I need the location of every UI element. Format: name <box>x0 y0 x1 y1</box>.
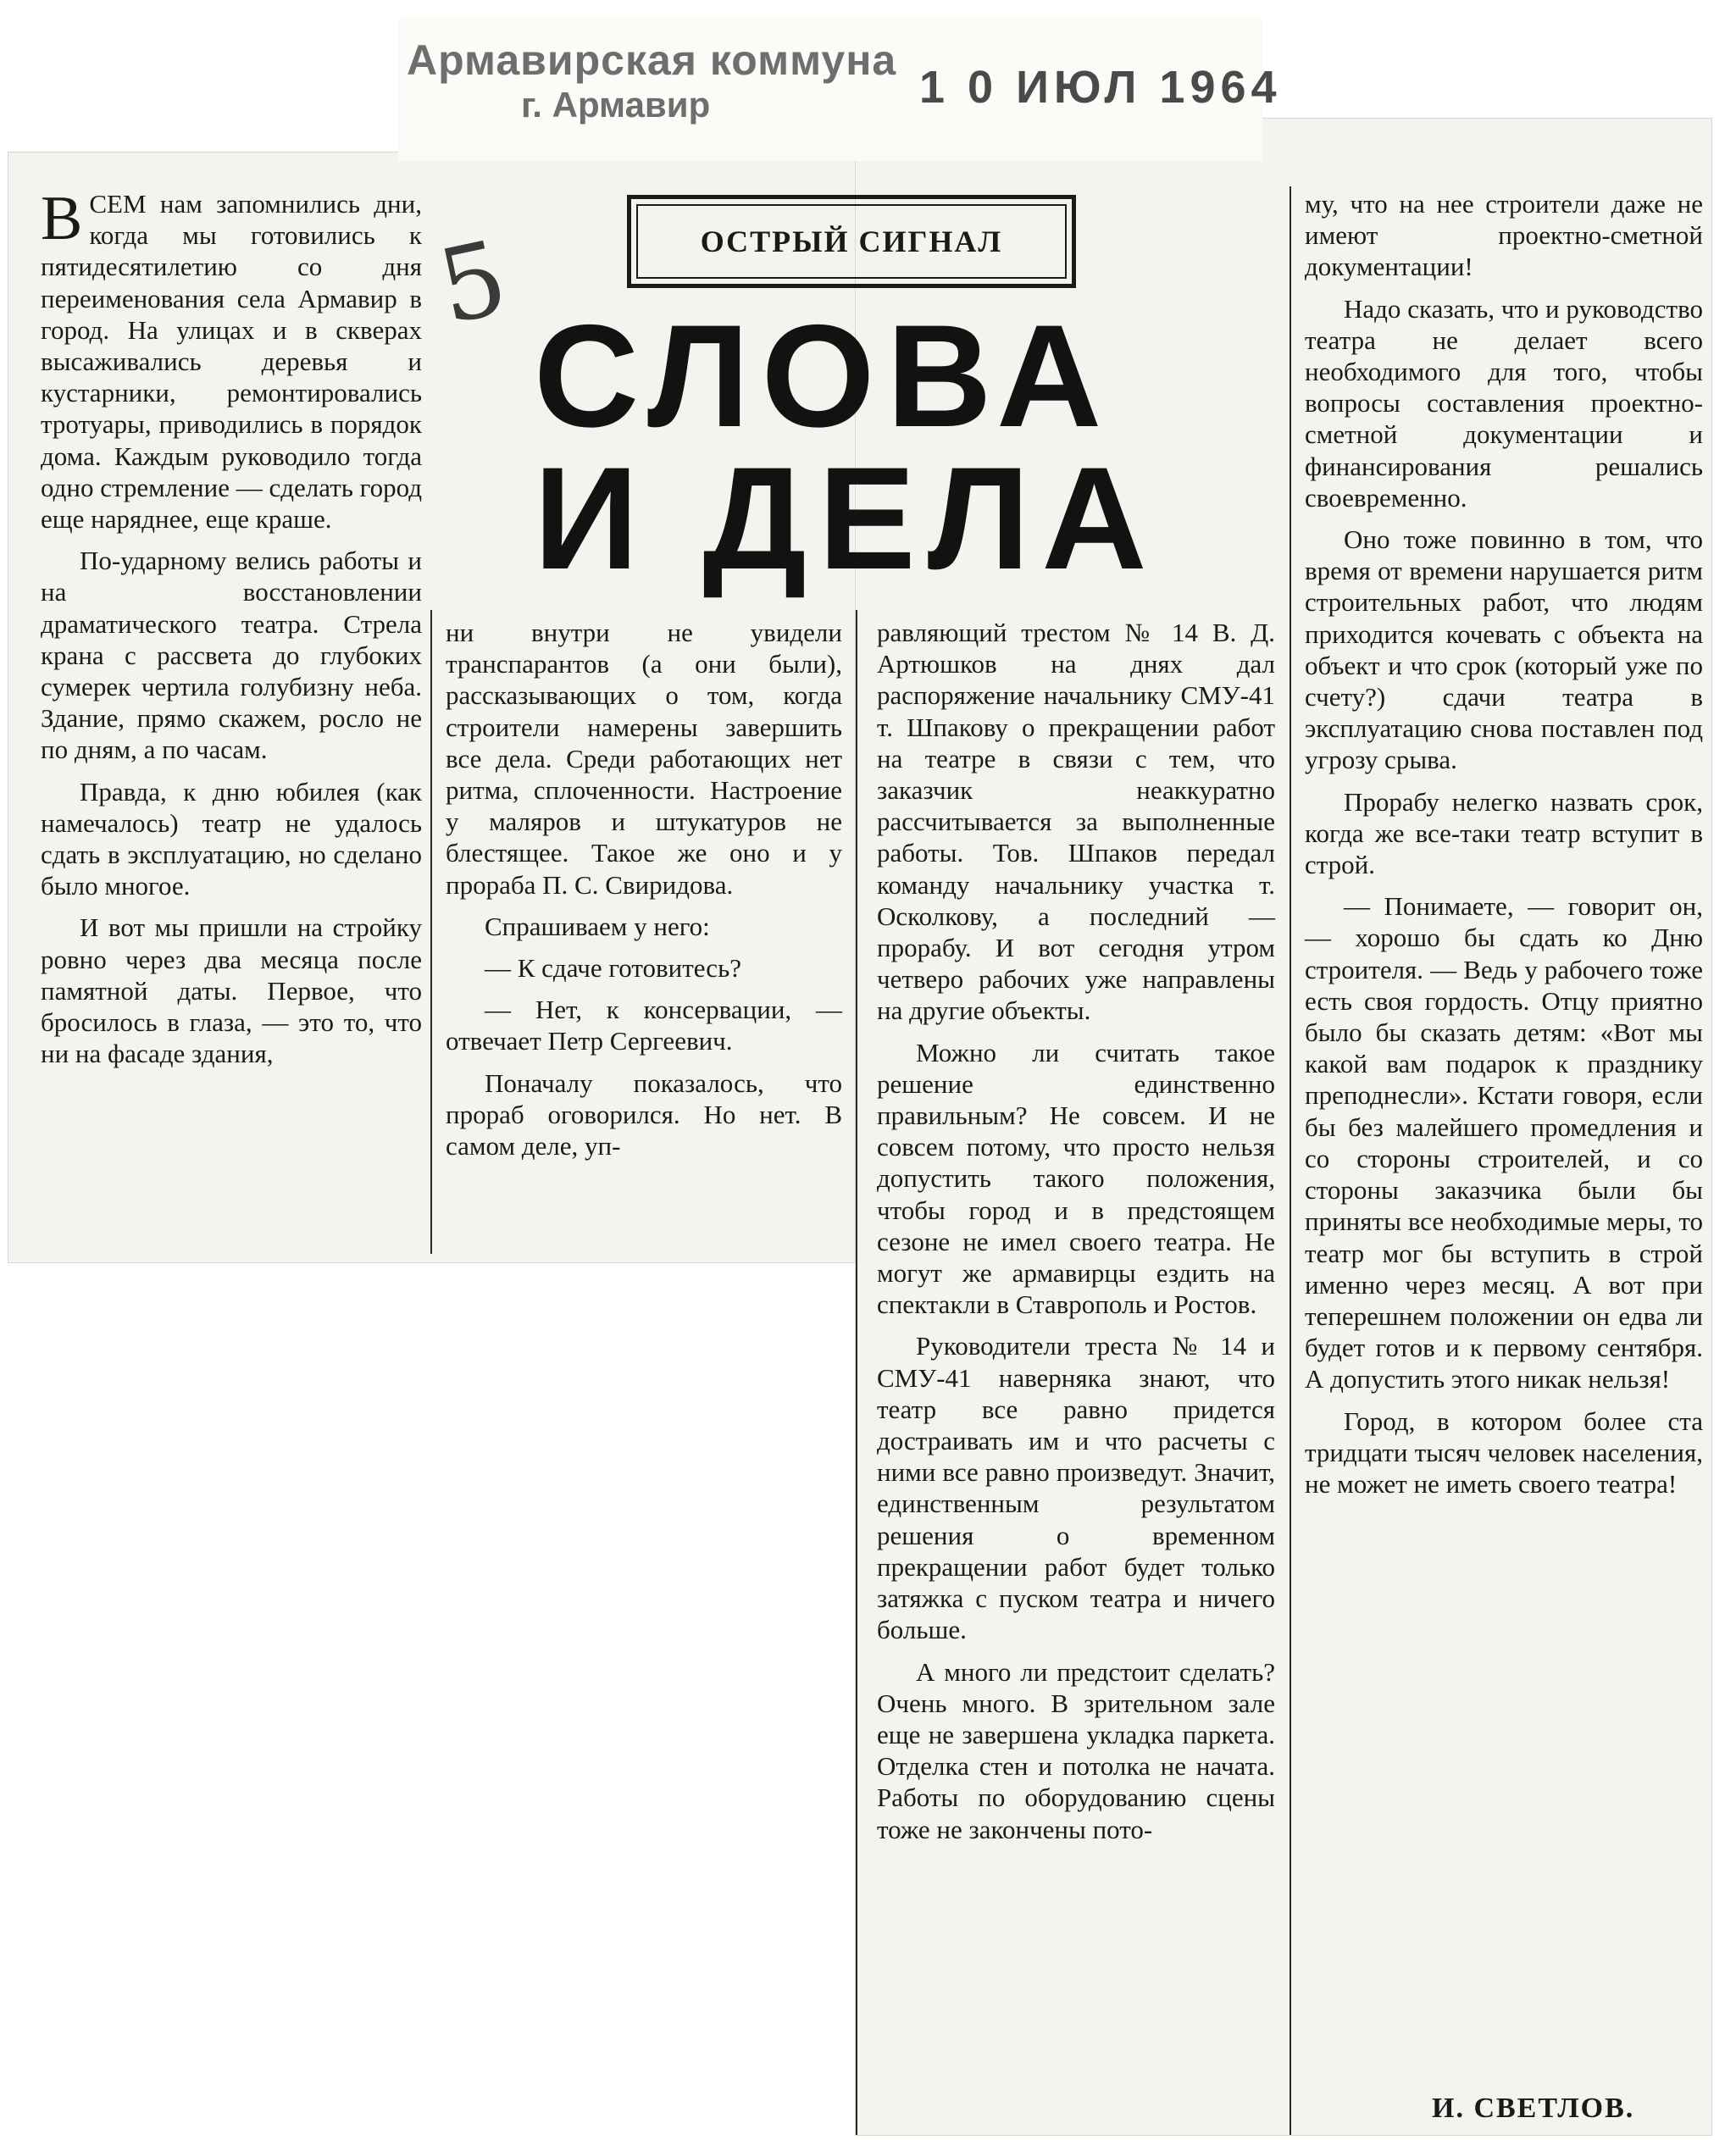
paragraph: му, что на нее строители даже не имеют проектно-сметной документации! <box>1305 189 1703 282</box>
headline <box>534 295 1195 600</box>
headline-line-1: СЛОВА <box>534 295 1114 457</box>
paragraph: Город, в котором более ста тридцати тысяч человек населения, не может не иметь своего театра! <box>1305 1405 1703 1499</box>
paragraph: По-ударному велись работы и на восстановлении драматического театра. Стрела крана с рассвета до глубоких сумерек чертила голубизну неба. Здание, прямо скажем, росло не по дням, а по часам. <box>41 546 422 765</box>
column-rule <box>1290 186 1291 2135</box>
rubric-label: ОСТРЫЙ СИГНАЛ <box>700 225 1003 258</box>
paragraph: — К сдаче готовитесь? <box>485 953 741 984</box>
paragraph: И вот мы пришли на стройку ровно через два месяца после памятной даты. Первое, что бросилось в глаза, — это то, что ни на фасаде здания, <box>41 912 422 1069</box>
paragraph: — Нет, к консервации, — отвечает Петр Сергеевич. <box>446 995 842 1056</box>
city-stamp: г. Армавир <box>521 85 711 125</box>
paragraph: — Понимаете, — говорит он, — хорошо бы сдать ко Дню строителя. — Ведь у рабочего тоже есть своя гордость. Отцу приятно было бы сказать детям: «Вот мы какой вам подарок к празднику преподнесли». Кстати говоря, если бы без малейшего промедления и со стороны строителей, и со стороны заказчика были бы приняты все необходимые меры, то театр мог бы вступить в строй именно через месяц. А вот при теперешнем положении он едва ли будет готов и к первому сентября. А допустить этого никак нельзя! <box>1305 891 1703 1394</box>
paragraph: Правда, к дню юбилея (как намечалось) театр не удалось сдать в эксплуатацию, но сделано было многое. <box>41 776 422 901</box>
paragraph: ВСЕМ нам запомнились дни, когда мы готовились к пятидесятилетию со дня переименования села Армавир в город. На улицах и в скверах высаживались деревья и кустарники, ремонтировались тротуары, приводились в порядок дома. Каждым руководило тогда одно стремление — сделать город еще наряднее, еще краше. <box>41 184 422 535</box>
date-stamp: 1 0 ИЮЛ 1964 <box>919 62 1282 113</box>
paragraph: Можно ли считать такое решение единственно правильным? Не совсем. И не совсем потому, что просто нельзя допустить такого положения, чтобы город и в предстоящем сезоне не имел своего театра. Не могут же армавирцы ездить на спектакли в Ставрополь и Ростов. <box>877 1037 1275 1320</box>
article-column-4 <box>1305 188 1703 1510</box>
paragraph: Оно тоже повинно в том, что время от времени нарушается ритм строительных работ, что людям приходится кочевать с объекта на объект и что срок (который уже по счету?) сдачи театра в эксплуатацию снова поставлен под угрозу срыва. <box>1305 524 1703 775</box>
paragraph: ни внутри не увидели транспарантов (а они были), рассказывающих о том, когда строители намерены завершить все дела. Среди работающих нет ритма, сплоченности. Настроение у маляров и штукатуров не блестящее. Такое же оно и у прораба П. С. Свиридова. <box>446 618 842 900</box>
article-column-2 <box>446 617 842 1172</box>
article-column-1 <box>41 184 422 1079</box>
paragraph: Прорабу нелегко назвать срок, когда же все-таки театр вступит в строй. <box>1305 786 1703 880</box>
column-rule <box>430 610 432 1254</box>
column-rule <box>856 610 857 2135</box>
paragraph: Поначалу показалось, что прораб оговорился. Но нет. В самом деле, уп- <box>446 1067 842 1161</box>
handwritten-number: 5 <box>429 219 517 348</box>
author-signature: И. СВЕТЛОВ. <box>1432 2093 1635 2124</box>
rubric-box <box>627 195 1076 288</box>
paragraph: А много ли предстоит сделать? Очень много. В зрительном зале еще не завершена укладка паркета. Отделка стен и потолка не начата. Работы по оборудованию сцены тоже не закончены пото- <box>877 1656 1275 1844</box>
paragraph: Спрашиваем у него: <box>485 911 710 941</box>
paragraph: Надо сказать, что и руководство театра не делает всего необходимого для того, чтобы вопросы составления проектно-сметной документации и финансирования решались своевременно. <box>1305 293 1703 513</box>
headline-line-2: И ДЕЛА <box>534 437 1159 600</box>
paragraph: Руководители треста № 14 и СМУ-41 наверняка знают, что театр все равно придется достраивать им и что расчеты с ними все равно произведут. Значит, единственным результатом решения о временном прекращении работ будет только затяжка с пуском театра и ничего больше. <box>877 1331 1275 1645</box>
paragraph: равляющий трестом № 14 В. Д. Артюшков на днях дал распоряжение начальнику СМУ-41 т. Шпакову о прекращении работ на театре в связи с тем, что заказчик неаккуратно рассчитывается за выполненные работы. Тов. Шпаков передал команду начальнику участка т. Осколкову, а последний — прорабу. И вот сегодня утром четверо рабочих уже направлены на другие объекты. <box>877 618 1275 1026</box>
article-column-3 <box>877 617 1275 1855</box>
newspaper-source-stamp: Армавирская коммуна <box>407 36 897 84</box>
